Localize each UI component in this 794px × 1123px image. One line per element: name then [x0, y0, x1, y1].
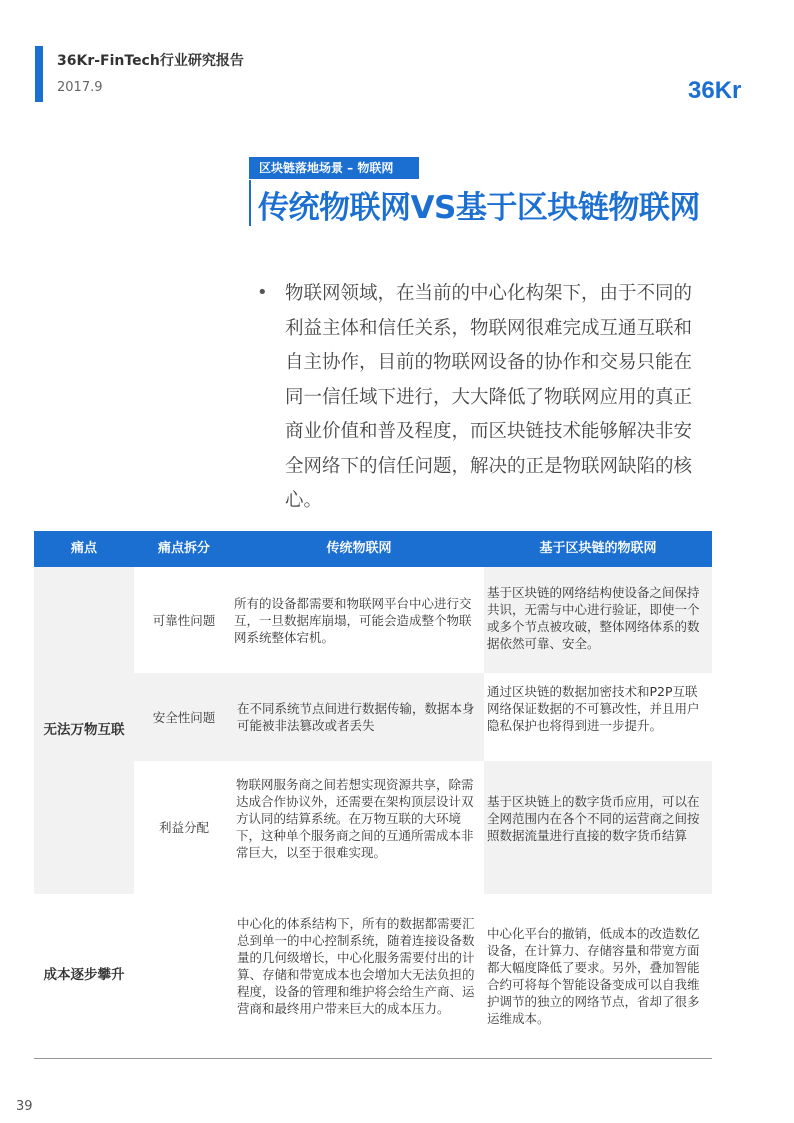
pain-point-label: 成本逐步攀升 [43, 966, 125, 983]
pain-point-label: 无法万物互联 [43, 722, 125, 738]
pain-split-cell [134, 761, 234, 894]
pain-split-label: 可靠性问题 [152, 612, 216, 628]
header-traditional-iot: 传统物联网 [326, 541, 392, 556]
report-date: 2017.9 [57, 80, 103, 95]
page-title: 传统物联网VS基于区块链物联网 [258, 190, 700, 226]
pain-split-label: 利益分配 [158, 820, 209, 835]
traditional-cell: 所有的设备都需要和物联网平台中心进行交互，一旦数据库崩塌，可能会造成整个物联网系统整体宕机。 [234, 596, 472, 645]
pain-point-cell [34, 894, 134, 1056]
traditional-cell: 在不同系统节点间进行数据传输，数据本身可能被非法篡改或者丢失 [234, 673, 484, 761]
pain-split-label: 安全性问题 [152, 709, 216, 725]
blockchain-cell: 基于区块链上的数字货币应用，可以在全网范围内在各个不同的运营商之间按照数据流量进行直接的数字货币结算 [484, 761, 712, 894]
traditional-cell: 中心化的体系结构下，所有的数据都需要汇总到单一的中心控制系统，随着连接设备数量的几何级增长，中心化服务需要付出的计算、存储和带宽成本也会增加大无法负担的程度，设备的管理和维护将会给生产商、运营商和最终用户带来巨大的成本压力。 [237, 916, 475, 1016]
page-number: 39 [16, 1099, 33, 1114]
header-pain-split: 痛点拆分 [157, 541, 210, 556]
header-pain-point: 痛点 [70, 541, 97, 556]
table-bottom-border [34, 1058, 712, 1059]
table-header [34, 531, 712, 567]
36kr-logo [688, 64, 770, 118]
logo-text: 36Kr [688, 77, 742, 104]
bullet-dot: • [257, 282, 268, 303]
header-blockchain-iot: 基于区块链的物联网 [539, 541, 657, 556]
header-accent-bar [35, 46, 43, 102]
pain-point-cell [34, 567, 134, 894]
report-title: 36Kr-FinTech行业研究报告 [57, 53, 244, 69]
title-accent-line [249, 180, 251, 226]
intro-paragraph: 物联网领域，在当前的中心化构架下，由于不同的利益主体和信任关系，物联网很难完成互通互联和自主协作，目前的物联网设备的协作和交易只能在同一信任域下进行，大大降低了物联网应用的真正商业价值和普及程度，而区块链技术能够解决非安全网络下的信任问题，解决的正是物联网缺陷的核心。 [285, 283, 693, 511]
pain-split-cell [134, 894, 234, 1056]
blockchain-cell: 通过区块链的数据加密技术和P2P互联网络保证数据的不可篡改性，并且用户隐私保护也将得到进一步提升。 [487, 684, 700, 733]
blockchain-cell: 基于区块链的网络结构使设备之间保持共识，无需与中心进行验证，即使一个或多个节点被攻破，整体网络体系的数据依然可靠、安全。 [484, 567, 712, 673]
section-tag: 区块链落地场景 – 物联网 [249, 157, 419, 179]
pain-split-cell [134, 673, 234, 761]
traditional-cell: 物联网服务商之间若想实现资源共享，除需达成合作协议外，还需要在架构顶层设计双方认同的结算系统。在万物互联的大环境下，这种单个服务商之间的互通所需成本非常巨大，以至于很难实现。 [236, 777, 474, 860]
blockchain-cell: 中心化平台的撤销，低成本的改造数亿设备，在计算力、存储容量和带宽方面都大幅度降低了要求。另外，叠加智能合约可将每个智能设备变成可以自我维护调节的独立的网络节点，省却了很多运维成本。 [487, 926, 700, 1026]
pain-split-cell [134, 567, 234, 673]
